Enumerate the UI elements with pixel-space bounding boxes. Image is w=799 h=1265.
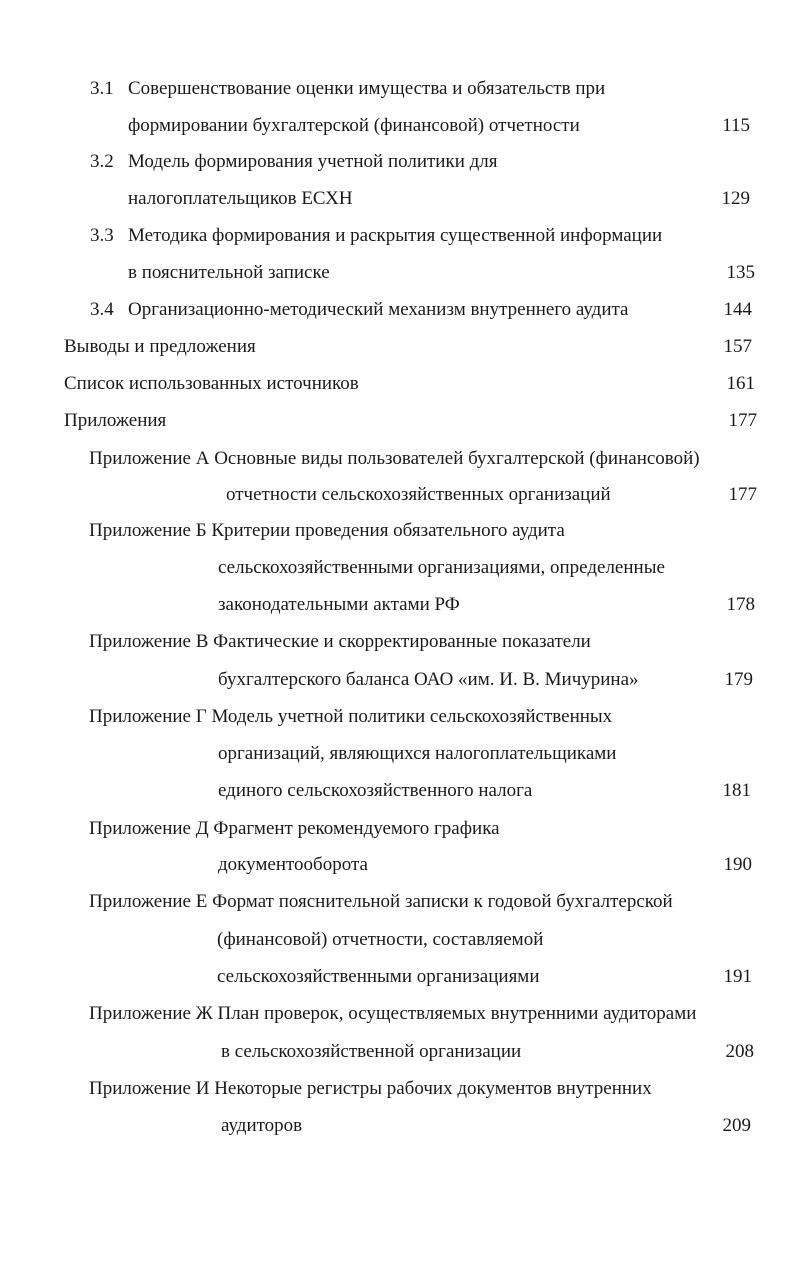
toc-page-number: 129 bbox=[721, 188, 750, 209]
toc-references: Список использованных источников bbox=[64, 373, 359, 394]
toc-section-number: 3.4 bbox=[90, 299, 114, 320]
toc-section-3-4-line-1: 3.4 Организационно-методический механизм внутреннего аудита bbox=[90, 299, 629, 320]
toc-appendix-b-line-1: Приложение Б Критерии проведения обязательного аудита bbox=[89, 520, 565, 541]
toc-page-number: 177 bbox=[728, 484, 757, 505]
toc-appendix-g-line-3: единого сельскохозяйственного налога bbox=[218, 780, 533, 801]
toc-section-number: 3.1 bbox=[90, 78, 114, 99]
toc-page-number: 209 bbox=[722, 1115, 751, 1136]
toc-appendix-g-line-1: Приложение Г Модель учетной политики сельскохозяйственных bbox=[89, 706, 613, 727]
toc-appendices: Приложения bbox=[64, 410, 167, 431]
toc-section-3-3-line-1: 3.3 Методика формирования и раскрытия существенной информации bbox=[90, 225, 663, 246]
toc-appendix-g-line-2: организаций, являющихся налогоплательщиками bbox=[218, 743, 617, 764]
toc-page-number: 157 bbox=[723, 336, 752, 357]
toc-appendix-zh-line-1: Приложение Ж План проверок, осуществляемых внутренними аудиторами bbox=[89, 1003, 697, 1024]
toc-page-number: 135 bbox=[726, 262, 755, 283]
toc-appendix-i-line-1: Приложение И Некоторые регистры рабочих документов внутренних bbox=[89, 1078, 652, 1099]
toc-page-number: 177 bbox=[728, 410, 757, 431]
toc-page-number: 208 bbox=[725, 1041, 754, 1062]
toc-page-number: 161 bbox=[726, 373, 755, 394]
toc-page-number: 144 bbox=[723, 299, 752, 320]
toc-section-3-3-line-2: в пояснительной записке bbox=[128, 262, 330, 283]
toc-appendix-v-line-1: Приложение В Фактические и скорректированные показатели bbox=[89, 631, 591, 652]
toc-section-3-2-line-1: 3.2 Модель формирования учетной политики для bbox=[90, 151, 498, 172]
toc-appendix-zh-line-2: в сельскохозяйственной организации bbox=[221, 1041, 522, 1062]
toc-appendix-e-line-1: Приложение Е Формат пояснительной записки к годовой бухгалтерской bbox=[89, 891, 673, 912]
toc-appendix-e-line-3: сельскохозяйственными организациями bbox=[217, 966, 540, 987]
toc-section-number: 3.2 bbox=[90, 151, 114, 172]
toc-page-number: 178 bbox=[726, 594, 755, 615]
toc-appendix-i-line-2: аудиторов bbox=[221, 1115, 303, 1136]
toc-page-number: 191 bbox=[723, 966, 752, 987]
toc-page-number: 190 bbox=[723, 854, 752, 875]
toc-section-number: 3.3 bbox=[90, 225, 114, 246]
toc-appendix-b-line-3: законодательными актами РФ bbox=[218, 594, 460, 615]
toc-page-number: 179 bbox=[724, 669, 753, 690]
toc-conclusions: Выводы и предложения bbox=[64, 336, 256, 357]
toc-section-3-1-line-2: формировании бухгалтерской (финансовой) отчетности bbox=[128, 115, 580, 136]
toc-appendix-e-line-2: (финансовой) отчетности, составляемой bbox=[217, 929, 544, 950]
toc-appendix-v-line-2: бухгалтерского баланса ОАО «им. И. В. Мичурина» bbox=[218, 669, 639, 690]
toc-section-3-1-line-1: 3.1 Совершенствование оценки имущества и обязательств при bbox=[90, 78, 606, 99]
toc-appendix-a-line-2: отчетности сельскохозяйственных организаций bbox=[226, 484, 611, 505]
toc-appendix-a-line-1: Приложение А Основные виды пользователей бухгалтерской (финансовой) bbox=[89, 448, 700, 469]
toc-page-number: 115 bbox=[722, 115, 750, 136]
toc-page-number: 181 bbox=[722, 780, 751, 801]
toc-appendix-d-line-2: документооборота bbox=[218, 854, 368, 875]
toc-appendix-b-line-2: сельскохозяйственными организациями, определенные bbox=[218, 557, 665, 578]
toc-section-3-2-line-2: налогоплательщиков ЕСХН bbox=[128, 188, 353, 209]
toc-appendix-d-line-1: Приложение Д Фрагмент рекомендуемого графика bbox=[89, 818, 500, 839]
